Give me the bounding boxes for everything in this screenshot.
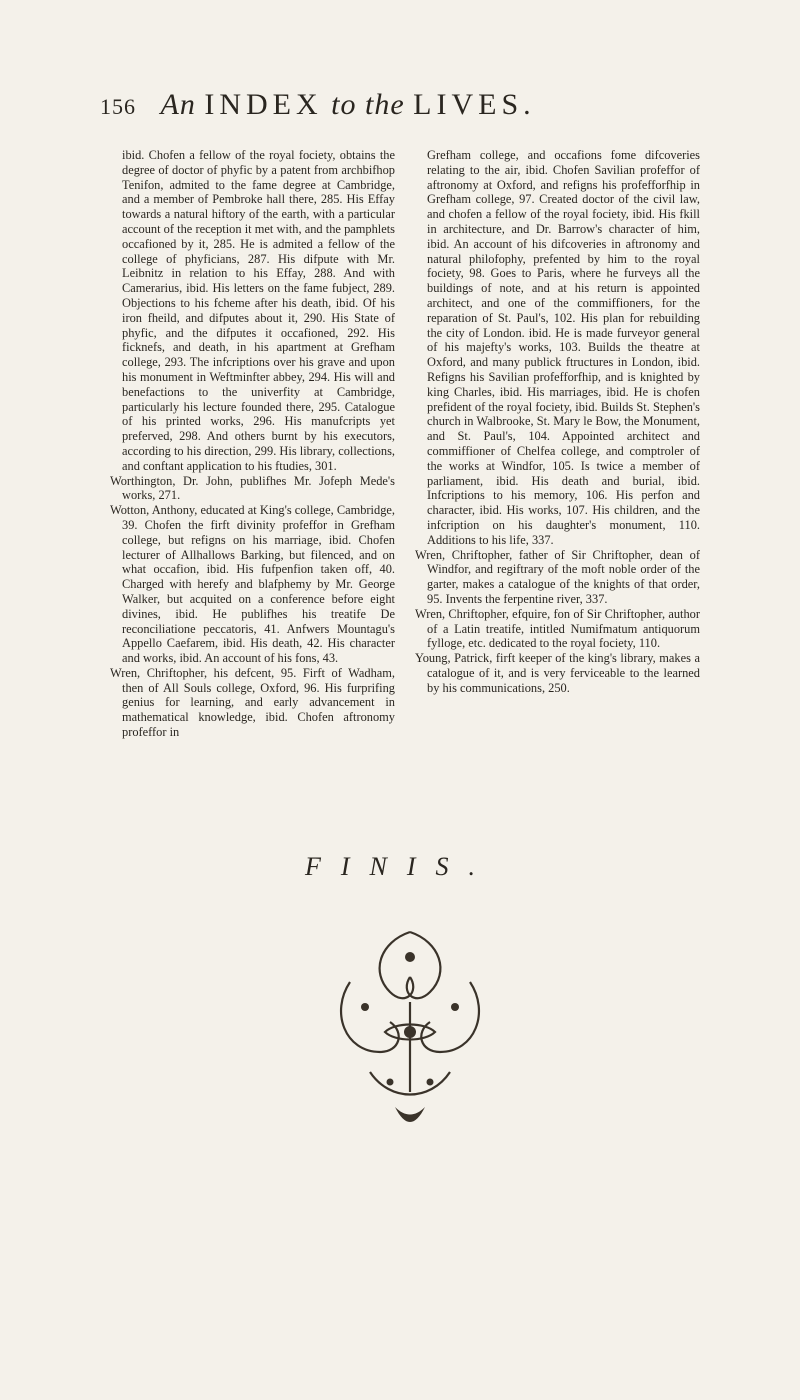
header-to: to (331, 88, 357, 121)
header-index: INDEX (204, 88, 323, 121)
header-the: the (364, 88, 405, 121)
index-entry: Wotton, Anthony, educated at King's college, Cambridge, 39. Chofen the firft divinity profeffor in Grefham college, but refigns on his marriage, ibid. Chofen lecturer of Allhallows Barking, but filenced, and on what occafion, ibid. His fufpenfion taken off, 40. Charged with herefy and blafphemy by Mr. George Walker, but acquited on a conference before eight divines, ibid. He publifhes his treatife De reconciliatione peccatoris, 41. Anfwers Mountagu's Appello Caefarem, ibid. His death, 42. His character and works, ibid. An account of his fons, 43. (110, 503, 395, 666)
header-lives: LIVES. (413, 88, 536, 121)
index-entry: Grefham college, and occafions fome difcoveries relating to the air, ibid. Chofen Savilian profeffor of aftronomy at Oxford, and refigns his profefforfhip in Grefham college, 97. Created doctor of the civil law, and chofen a fellow of the royal fociety, ibid. His fkill in architecture, and Dr. Barrow's character of him, ibid. An account of his difcoveries in aftronomy and natural philofophy, prefented by him to the royal fociety, 98. Goes to Paris, where he furveys all the buildings of note, and at his return is appointed architect, and one of the commiffioners, for the reparation of St. Paul's, 102. His plan for rebuilding the city of London. ibid. He is made furveyor general of his majefty's works, 103. Builds the theatre at Oxford, and many publick ftructures in London, ibid. Refigns his Savilian profefforfhip, and is knighted by king Charles, ibid. His marriages, ibid. He is chofen prefident of the royal fociety, ibid. Builds St. Stephen's church in Walbrooke, St. Mary le Bow, the Monument, and St. Paul's, 104. Appointed architect and commiffioner of Chelfea college, and comptroler of the works at Windfor, 105. Is twice a member of parliament, ibid. His death and burial, ibid. Infcriptions to his memory, 106. His perfon and character, ibid. His works, 107. His children, and the infcription on his daughter's monument, 110. Additions to his life, 337. (427, 148, 700, 547)
index-entry: Worthington, Dr. John, publifhes Mr. Jofeph Mede's works, 271. (110, 473, 395, 503)
header-an: An (160, 88, 196, 121)
index-entry: Wren, Chriftopher, his defcent, 95. Firft of Wadham, then of All Souls college, Oxford, 96. His furprifing genius for learning, and early advancement in mathematical knowledge, ibid. Chofen aftronomy profeffor in (110, 665, 395, 740)
index-entry: Wren, Chriftopher, father of Sir Chriftopher, dean of Windfor, and regiftrary of the moft noble order of the garter, makes a catalogue of the knights of that order, 95. Invents the ferpentine river, 337. (415, 547, 700, 606)
finis-heading: FINIS. (304, 852, 496, 881)
left-column (110, 148, 395, 740)
right-column (415, 148, 700, 695)
index-entry: Wren, Chriftopher, efquire, fon of Sir Chriftopher, author of a Latin treatife, intitled Numifmatum antiquorum fylloge, etc. dedicated to the royal fociety, 110. (415, 606, 700, 651)
index-entry: Young, Patrick, firft keeper of the king's library, makes a catalogue of it, and is very ferviceable to the learned by his communications, 250. (415, 651, 700, 695)
index-entry: ibid. Chofen a fellow of the royal fociety, obtains the degree of doctor of phyfic by a patent from archbifhop Tenifon, admited to the fame degree at Cambridge, and a member of Pembroke hall there, 285. His Effay towards a natural hiftory of the earth, with a particular account of the reception it met with, and the pamphlets occafioned by it, 285. He is admited a fellow of the college of phyficians, 287. His difpute with Mr. Leibnitz in relation to his Effay, 288. And with Camerarius, ibid. His letters on the fame fubject, 289. Objections to his fcheme after his death, ibid. Of his iron fheild, and difputes about it, 290. His State of phyfic, and the difputes it occafioned, 292. His ficknefs, and death, in his apartment at Grefham college, 293. The infcriptions over his grave and upon his monument in Weftminfter abbey, 294. His will and benefactions to the univerfity at Cambridge, particularly his lecture founded there, 295. Catalogue of his printed works, 296. His manufcripts yet preferved, 298. And others burnt by his executors, according to his direction, 299. His library, collections, and conftant application to his ftudies, 301. (122, 148, 395, 473)
floral-ornament-icon (310, 912, 510, 1132)
page-number: 156 (100, 94, 136, 119)
running-header (100, 88, 720, 128)
